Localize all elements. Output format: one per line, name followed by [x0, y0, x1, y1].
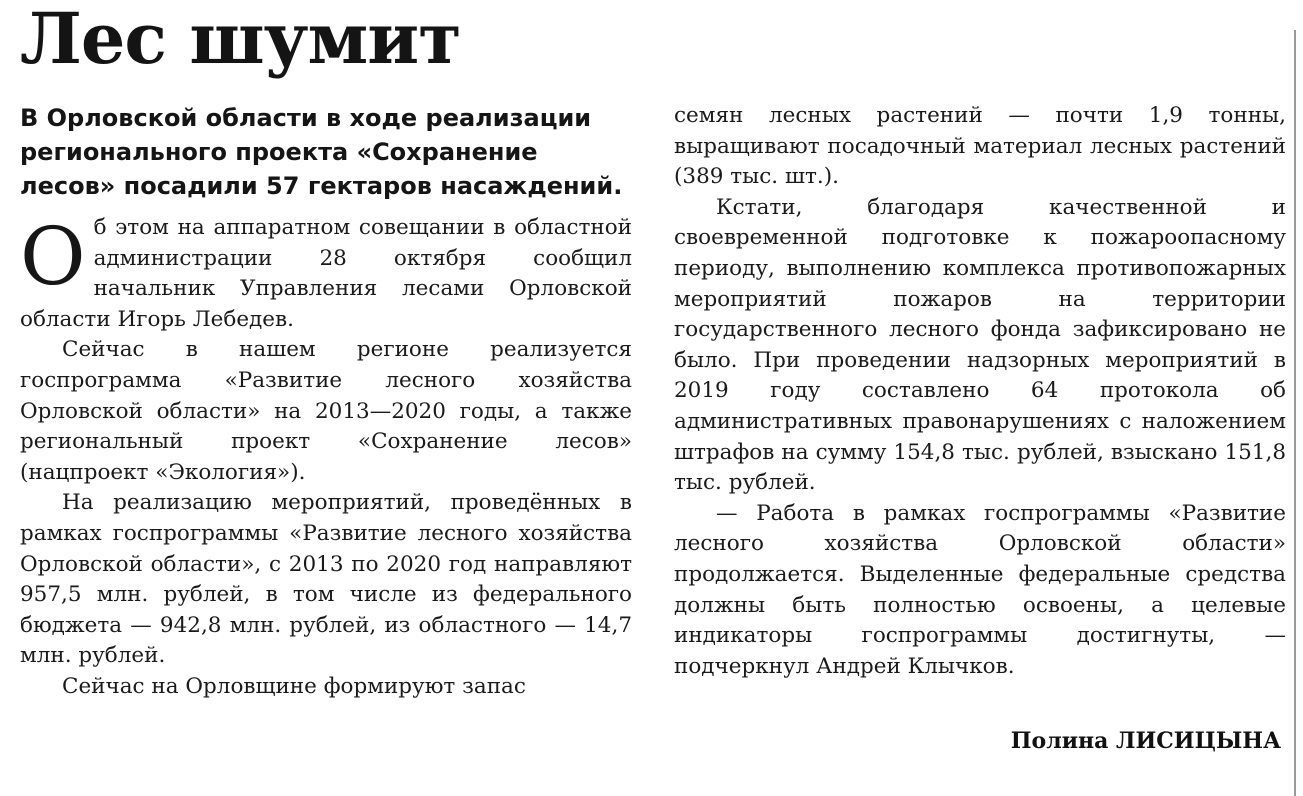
paragraph-funding: На реализацию мероприятий, проведённых в рамках госпрограммы «Развитие лесного хозяйства Орловской области», с 2013 по 2020 год направляют 957,5 млн. рублей, в том числе из федерального бюджета — 942,8 млн. рублей, из областного — 14,7 млн. рублей.: [20, 490, 632, 669]
article-headline: Лес шумит: [20, 0, 461, 80]
right-column: [674, 101, 1286, 682]
paragraph-seeds-continued: семян лесных растений — почти 1,9 тонны, выращивают посадочный материал лесных растений (389 тыс. шт.).: [674, 103, 1286, 190]
paragraph-fire-safety: Кстати, благодаря качественной и своевременной подготовке к пожароопасному периоду, выполнению комплекса противопожарных мероприятий пожаров на территории государственного лесного фонда зафиксировано не было. При проведении надзорных мероприятий в 2019 году составлено 64 протокола об административных правонарушениях с наложением штрафов на сумму 154,8 тыс. рублей, взыскано 151,8 тыс. рублей.: [674, 194, 1286, 496]
article-lead: В Орловской области в ходе реализации регионального проекта «Сохранение лесов» посадили 57 гектаров насаждений.: [20, 104, 623, 200]
paragraph-seeds-start: Сейчас на Орловщине формируют запас: [62, 673, 526, 699]
paragraph-quote: — Работа в рамках госпрограммы «Развитие лесного хозяйства Орловской области» продолжается. Выделенные федеральные средства должны быть полностью освоены, а целевые индикаторы госпрограммы достигнуты, — подчеркнул Андрей Клычков.: [674, 500, 1286, 679]
first-paragraph-text: б этом на аппаратном совещании в областной администрации 28 октября сообщил начальник Управления лесами Орловской области Игорь Лебедев.: [20, 215, 632, 332]
first-paragraph: [20, 210, 632, 335]
article-byline: Полина ЛИСИЦЫНА: [1010, 728, 1281, 754]
drop-cap: О: [20, 210, 86, 303]
column-edge-rule: [1294, 30, 1296, 796]
left-column: [20, 101, 632, 703]
paragraph-program: Сейчас в нашем регионе реализуется госпрограмма «Развитие лесного хозяйства Орловской области» на 2013—2020 годы, а также региональный проект «Сохранение лесов» (нацпроект «Экология»).: [20, 337, 632, 485]
